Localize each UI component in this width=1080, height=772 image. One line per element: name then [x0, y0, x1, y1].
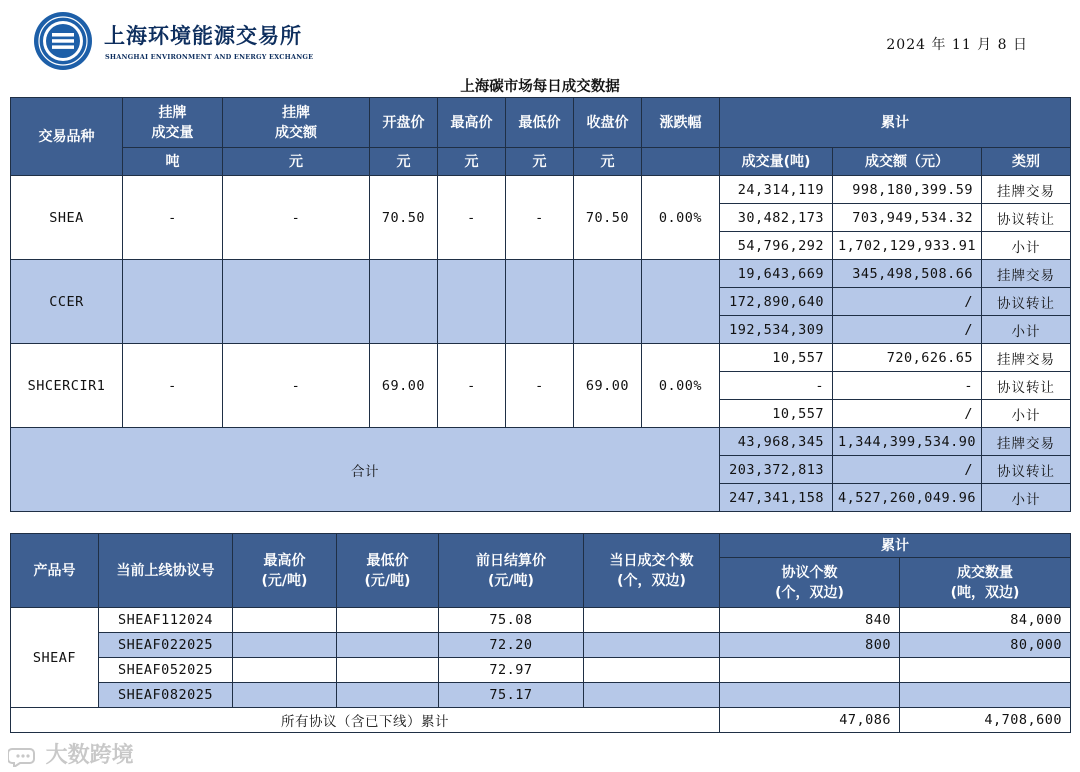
- unit-yuan: 元: [574, 148, 642, 176]
- unit-yuan: 元: [506, 148, 574, 176]
- unit-yuan: 元: [223, 148, 370, 176]
- cum-volume: 30,482,173: [720, 204, 833, 232]
- change-pct: [642, 260, 720, 344]
- cum-volume: -: [720, 372, 833, 400]
- listed-volume: -: [123, 176, 223, 260]
- cum-type: 小计: [982, 484, 1071, 512]
- cum-type: 协议转让: [982, 372, 1071, 400]
- high-price: [233, 658, 337, 683]
- header-change: 涨跌幅: [642, 98, 720, 148]
- header-high-price: 最高价 (元/吨): [233, 534, 337, 608]
- cum-volume: 10,557: [720, 400, 833, 428]
- contract-id: SHEAF082025: [99, 683, 233, 708]
- cum-amount: 720,626.65: [833, 344, 982, 372]
- high-price: -: [438, 176, 506, 260]
- cum-volume: 24,314,119: [720, 176, 833, 204]
- daily-trading-table: [10, 97, 1071, 512]
- chat-bubble-icon: [8, 745, 38, 767]
- settle-price: 75.17: [439, 683, 584, 708]
- total-row: [11, 708, 1071, 733]
- header-cum-count: 协议个数 (个，双边): [720, 558, 900, 608]
- header-product-code: 产品号: [11, 534, 99, 608]
- low-price: [337, 683, 439, 708]
- open-price: [370, 260, 438, 344]
- cum-amount: 703,949,534.32: [833, 204, 982, 232]
- listed-amount: -: [223, 176, 370, 260]
- header-product: 交易品种: [11, 98, 123, 176]
- header-listed-amount: 挂牌 成交额: [223, 98, 370, 148]
- cum-type: 协议转让: [982, 204, 1071, 232]
- table-row: [11, 633, 1071, 658]
- exchange-logo-icon: [33, 11, 93, 71]
- header-daily-count: 当日成交个数 (个，双边): [584, 534, 720, 608]
- table-row: [11, 176, 1071, 204]
- page-header: [0, 0, 1080, 78]
- product-name: SHEA: [11, 176, 123, 260]
- org-name-en: SHANGHAI ENVIRONMENT AND ENERGY EXCHANGE: [105, 53, 314, 61]
- change-pct: 0.00%: [642, 344, 720, 428]
- product-name: CCER: [11, 260, 123, 344]
- unit-empty: [642, 148, 720, 176]
- high-price: [233, 633, 337, 658]
- high-price: [233, 683, 337, 708]
- report-date: 2024 年 11 月 8 日: [886, 37, 1028, 53]
- low-price: -: [506, 176, 574, 260]
- low-price: -: [506, 344, 574, 428]
- cum-type: 协议转让: [982, 288, 1071, 316]
- listed-amount: [223, 260, 370, 344]
- settle-price: 75.08: [439, 608, 584, 633]
- cum-volume: 172,890,640: [720, 288, 833, 316]
- daily-count: [584, 608, 720, 633]
- high-price: -: [438, 344, 506, 428]
- contract-id: SHEAF052025: [99, 658, 233, 683]
- cum-volume: 54,796,292: [720, 232, 833, 260]
- listed-volume: -: [123, 344, 223, 428]
- close-price: 70.50: [574, 176, 642, 260]
- low-price: [337, 658, 439, 683]
- cum-type: 小计: [982, 400, 1071, 428]
- total-row: [11, 428, 1071, 456]
- listed-volume: [123, 260, 223, 344]
- total-label: 合计: [11, 428, 720, 512]
- daily-count: [584, 683, 720, 708]
- cum-amount: /: [833, 316, 982, 344]
- cum-amount: 998,180,399.59: [833, 176, 982, 204]
- close-price: [574, 260, 642, 344]
- cum-amount: /: [833, 456, 982, 484]
- cum-type: 小计: [982, 232, 1071, 260]
- cum-amount: 1,702,129,933.91: [833, 232, 982, 260]
- settle-price: 72.20: [439, 633, 584, 658]
- open-price: 70.50: [370, 176, 438, 260]
- cum-volume: 192,534,309: [720, 316, 833, 344]
- product-code: SHEAF: [11, 608, 99, 708]
- cum-count: [720, 683, 900, 708]
- cum-amount: -: [833, 372, 982, 400]
- org-name-cn: 上海环境能源交易所: [104, 23, 302, 48]
- cum-type: 挂牌交易: [982, 344, 1071, 372]
- header-close: 收盘价: [574, 98, 642, 148]
- change-pct: 0.00%: [642, 176, 720, 260]
- header-cum-volume: 成交量(吨): [720, 148, 833, 176]
- cum-qty: 4,708,600: [900, 708, 1071, 733]
- low-price: [337, 608, 439, 633]
- high-price: [233, 608, 337, 633]
- low-price: [337, 633, 439, 658]
- low-price: [506, 260, 574, 344]
- table-row: [11, 658, 1071, 683]
- table-row: [11, 608, 1071, 633]
- cum-qty: [900, 658, 1071, 683]
- table-row: [11, 683, 1071, 708]
- cum-qty: 80,000: [900, 633, 1071, 658]
- cum-count: 840: [720, 608, 900, 633]
- cum-qty: [900, 683, 1071, 708]
- watermark: [8, 738, 134, 769]
- unit-yuan: 元: [438, 148, 506, 176]
- cum-count: 800: [720, 633, 900, 658]
- header-cumulative: 累计: [720, 534, 1071, 558]
- header-open: 开盘价: [370, 98, 438, 148]
- cum-type: 小计: [982, 316, 1071, 344]
- cum-type: 挂牌交易: [982, 176, 1071, 204]
- cum-volume: 10,557: [720, 344, 833, 372]
- header-cumulative: 累计: [720, 98, 1071, 148]
- header-cum-amount: 成交额（元）: [833, 148, 982, 176]
- header-settle-price: 前日结算价 (元/吨): [439, 534, 584, 608]
- settle-price: 72.97: [439, 658, 584, 683]
- cum-type: 挂牌交易: [982, 260, 1071, 288]
- cum-type: 协议转让: [982, 456, 1071, 484]
- header-cum-qty: 成交数量 (吨，双边): [900, 558, 1071, 608]
- cum-amount: /: [833, 288, 982, 316]
- header-contract: 当前上线协议号: [99, 534, 233, 608]
- contract-id: SHEAF112024: [99, 608, 233, 633]
- cum-volume: 203,372,813: [720, 456, 833, 484]
- cum-amount: 345,498,508.66: [833, 260, 982, 288]
- open-price: 69.00: [370, 344, 438, 428]
- table-row: [11, 260, 1071, 288]
- close-price: 69.00: [574, 344, 642, 428]
- total-label: 所有协议（含已下线）累计: [11, 708, 720, 733]
- daily-count: [584, 658, 720, 683]
- unit-yuan: 元: [370, 148, 438, 176]
- header-high: 最高价: [438, 98, 506, 148]
- cum-amount: 4,527,260,049.96: [833, 484, 982, 512]
- unit-ton: 吨: [123, 148, 223, 176]
- cum-type: 挂牌交易: [982, 428, 1071, 456]
- high-price: [438, 260, 506, 344]
- cum-qty: 84,000: [900, 608, 1071, 633]
- cum-amount: /: [833, 400, 982, 428]
- cum-amount: 1,344,399,534.90: [833, 428, 982, 456]
- page-title: 上海碳市场每日成交数据: [460, 78, 620, 95]
- header-low-price: 最低价 (元/吨): [337, 534, 439, 608]
- contract-id: SHEAF022025: [99, 633, 233, 658]
- cum-volume: 19,643,669: [720, 260, 833, 288]
- header-cum-type: 类别: [982, 148, 1071, 176]
- cum-count: 47,086: [720, 708, 900, 733]
- cum-volume: 43,968,345: [720, 428, 833, 456]
- cum-volume: 247,341,158: [720, 484, 833, 512]
- watermark-text: 大数跨境: [45, 743, 134, 768]
- listed-amount: -: [223, 344, 370, 428]
- daily-count: [584, 633, 720, 658]
- forward-contract-table: [10, 533, 1071, 733]
- header-listed-volume: 挂牌 成交量: [123, 98, 223, 148]
- cum-count: [720, 658, 900, 683]
- table-row: [11, 344, 1071, 372]
- header-low: 最低价: [506, 98, 574, 148]
- product-name: SHCERCIR1: [11, 344, 123, 428]
